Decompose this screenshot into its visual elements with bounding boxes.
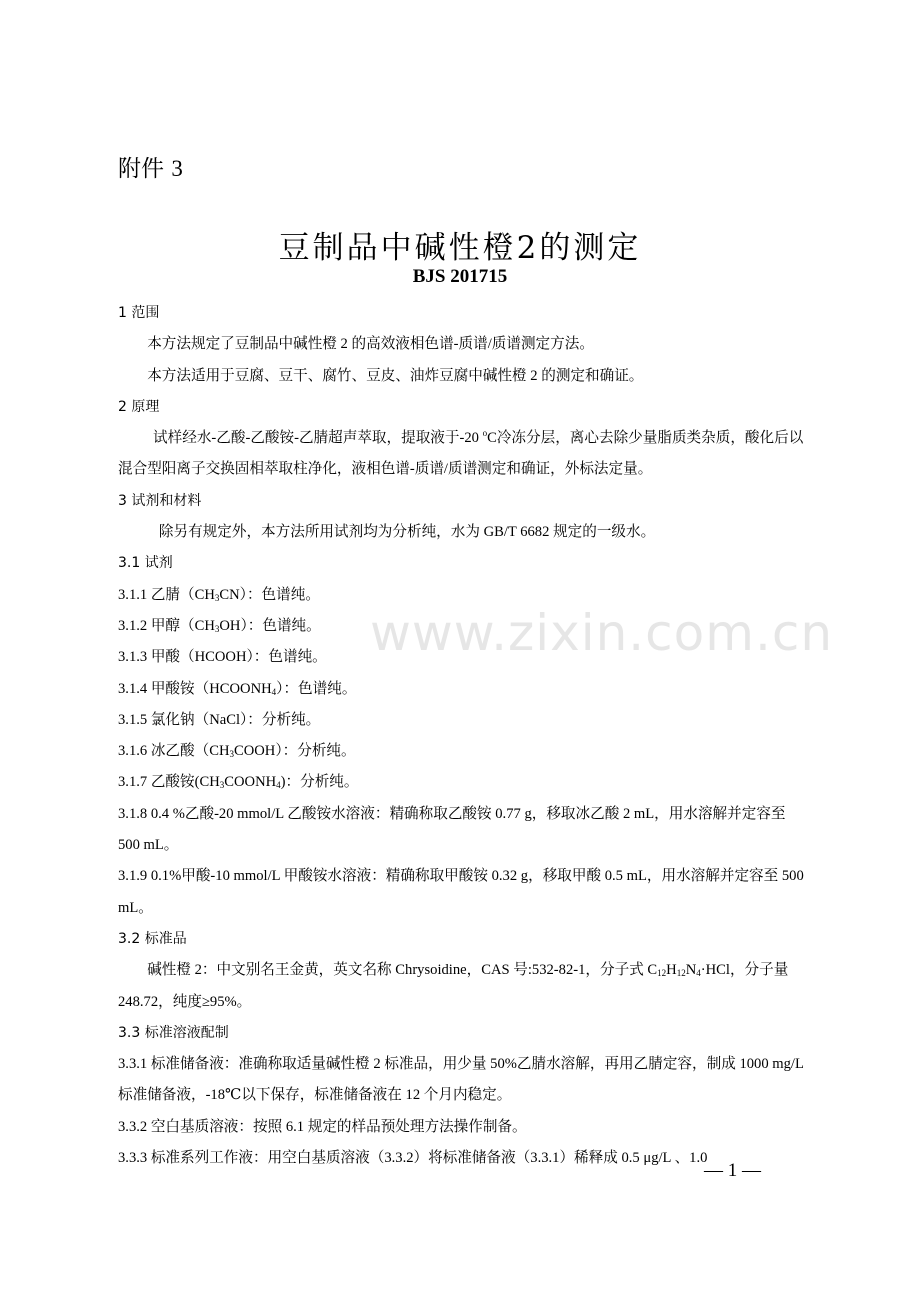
text: 3.1.2 甲醇（CH	[118, 617, 215, 634]
text: 3.1.1 乙腈（CH	[118, 586, 215, 603]
reagent-item: 3.1.3 甲酸（HCOOH）：色谱纯。	[118, 649, 327, 666]
text: COOH）：分析纯。	[233, 743, 356, 760]
standard-code: BJS 201715	[412, 266, 508, 287]
reagent-item: 3.3.3 标准系列工作液：用空白基质溶液（3.3.2）将标准储备液（3.3.1）稀释成 0.5 μg/L 、1.0	[118, 1150, 708, 1167]
subscript: 12	[676, 968, 686, 979]
subscript: 3	[229, 749, 234, 760]
text: 3.1.4 甲酸铵（HCOONH	[118, 680, 272, 697]
text: OH）：色谱纯。	[219, 617, 321, 634]
annex-number: 3	[171, 156, 183, 181]
paragraph: 除另有规定外，本方法所用试剂均为分析纯，水为 GB/T 6682 规定的一级水。	[158, 524, 656, 541]
paragraph	[118, 423, 804, 486]
section-heading-reagents: 3 试剂和材料	[118, 492, 202, 509]
reagent-item	[118, 611, 804, 642]
text: C冷冻分层，离心去除少量脂质类杂质，酸化后以混合型阳离子交换固相萃取柱净化，液相色谱-质谱/质谱测定和确证，外标法定量。	[118, 430, 804, 478]
subscript: 3	[219, 780, 225, 791]
text: 3.1.7 乙酸铵(CH	[118, 774, 220, 791]
reagent-item: 3.1.8 0.4 %乙酸-20 mmol/L 乙酸铵水溶液：精确称取乙酸铵 0.77 g，移取冰乙酸 2 mL，用水溶解并定容至 500 mL。	[118, 805, 786, 854]
superscript: o	[482, 428, 488, 439]
paragraph	[118, 955, 804, 1018]
text: )：分析纯。	[280, 774, 359, 791]
text: 碱性橙 2：中文别名王金黄，英文名称 Chrysoidine，CAS 号:532-82-1，分子式 C	[147, 962, 658, 979]
section-heading-scope: 1 范围	[118, 305, 160, 321]
section-heading-principle: 2 原理	[118, 398, 160, 415]
page-number: — 1 —	[704, 1160, 761, 1181]
reagent-item	[118, 767, 804, 798]
subsection-heading-standards: 3.2 标准品	[118, 930, 187, 947]
reagent-item	[118, 736, 804, 767]
annex-label	[118, 150, 183, 183]
subsection-heading-reagents: 3.1 试剂	[118, 555, 173, 572]
document-title: 豆制品中碱性橙2的测定	[278, 230, 642, 266]
reagent-item: 3.1.5 氯化钠（NaCl）：分析纯。	[118, 711, 321, 728]
reagent-item	[118, 580, 804, 611]
text: ）：色谱纯。	[276, 680, 357, 697]
watermark: www.zixin.com.cn	[370, 604, 834, 662]
reagent-item: 3.3.1 标准储备液：准确称取适量碱性橙 2 标准品，用少量 50%乙腈水溶解，再用乙腈定容，制成 1000 mg/L 标准储备液，-18℃以下保存，标准储备液在 12 个月内稳定。	[118, 1056, 804, 1104]
subsection-heading-solutions: 3.3 标准溶液配制	[118, 1024, 229, 1041]
subscript: 4	[696, 968, 701, 979]
paragraph: 本方法适用于豆腐、豆干、腐竹、豆皮、油炸豆腐中碱性橙 2 的测定和确证。	[147, 367, 644, 384]
subscript: 4	[276, 780, 281, 791]
document-body	[118, 298, 804, 1174]
subscript: 3	[214, 592, 220, 603]
subscript: 4	[271, 686, 277, 697]
reagent-item: 3.1.9 0.1%甲酸-10 mmol/L 甲酸铵水溶液：精确称取甲酸铵 0.32 g，移取甲酸 0.5 mL，用水溶解并定容至 500 mL。	[118, 868, 804, 916]
annex-text: 附件	[118, 156, 164, 182]
text: 试样经水-乙酸-乙酸铵-乙腈超声萃取，提取液于-20	[153, 430, 483, 447]
reagent-item: 3.3.2 空白基质溶液：按照 6.1 规定的样品预处理方法操作制备。	[118, 1118, 527, 1135]
subscript: 12	[657, 968, 667, 979]
subscript: 3	[214, 623, 220, 634]
text: H	[666, 962, 677, 979]
text: 3.1.6 冰乙酸（CH	[118, 743, 230, 760]
text: COONH	[224, 774, 277, 791]
text: N	[685, 962, 697, 979]
paragraph: 本方法规定了豆制品中碱性橙 2 的高效液相色谱-质谱/质谱测定方法。	[147, 336, 594, 353]
text: ·HCl，分子量 248.72，纯度≥95%。	[118, 962, 789, 1010]
text: CN）：色谱纯。	[219, 586, 320, 603]
reagent-item	[118, 674, 804, 705]
